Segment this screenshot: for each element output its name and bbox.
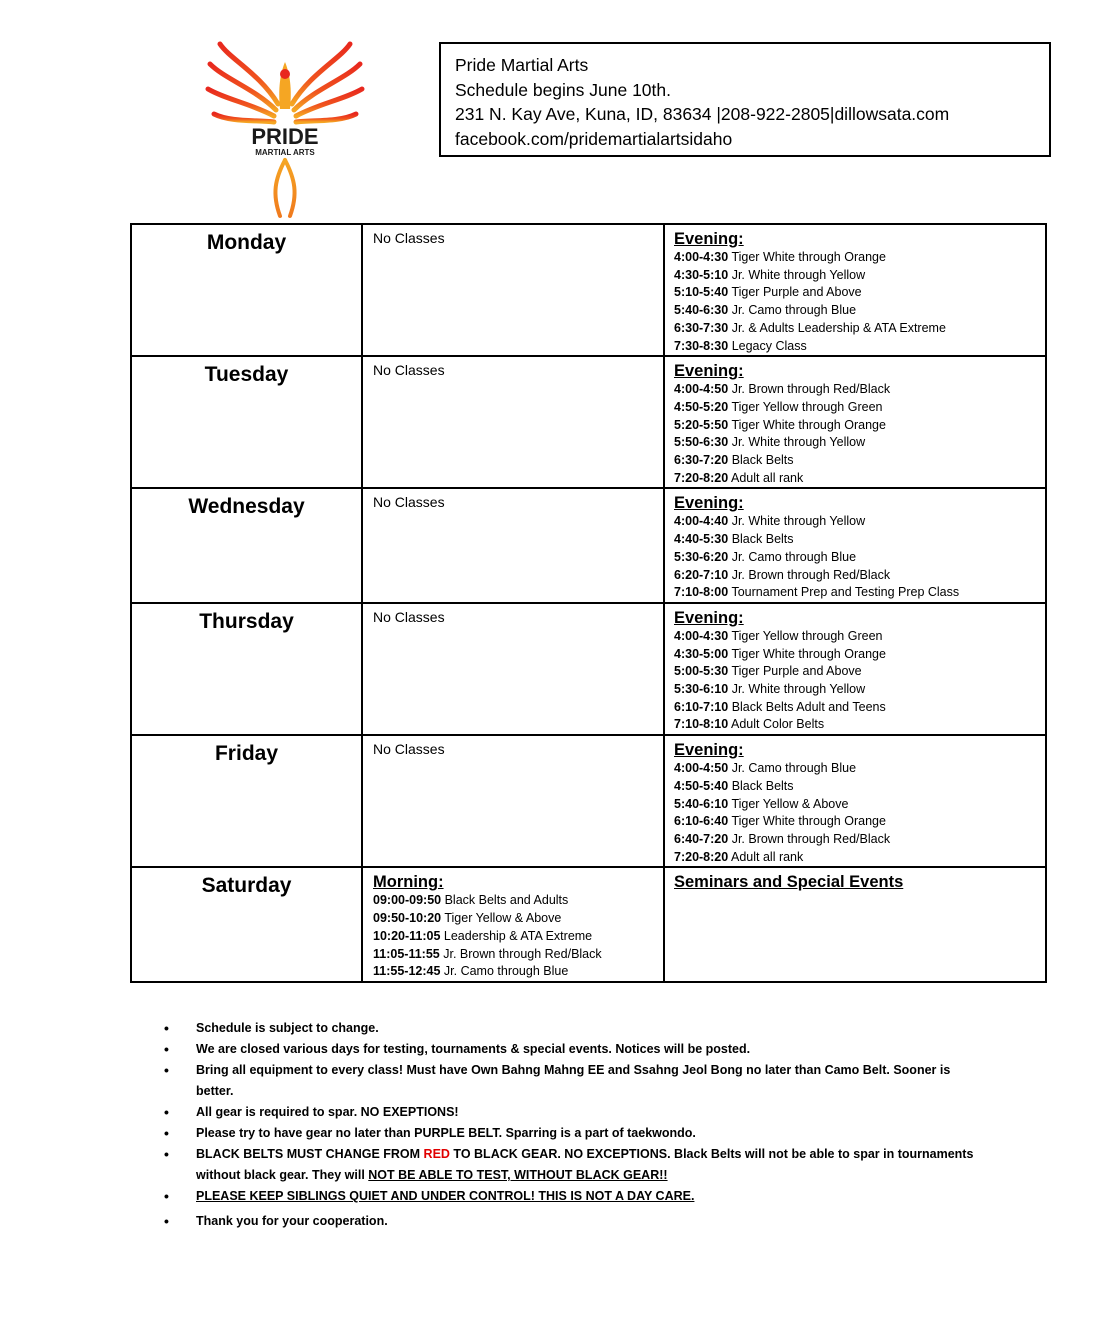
class-item: 4:00-4:30 Tiger White through Orange [674,250,886,264]
morning-cell [362,224,664,356]
phoenix-logo [200,34,370,220]
evening-heading: Evening: [674,230,744,248]
class-item: 6:40-7:20 Jr. Brown through Red/Black [674,831,891,846]
class-item: 11:05-11:55 Jr. Brown through Red/Black [373,946,602,961]
class-item: 6:30-7:30 Jr. & Adults Leadership & ATA Extreme [674,320,946,335]
note-item: • BLACK BELTS MUST CHANGE FROM RED TO BLACK GEAR. NO EXCEPTIONS. Black Belts will not be able to spar in tournaments without black gear. They will NOT BE ABLE TO TEST, WITHOUT BLACK GEAR!! [160,1144,980,1186]
evening-cell [664,224,1046,356]
class-item: 7:20-8:20 Adult all rank [674,849,804,864]
class-item: 7:20-8:20 Adult all rank [674,470,804,485]
class-item: 5:40-6:30 Jr. Camo through Blue [674,303,857,318]
note-item: • We are closed various days for testing, tournaments & special events. Notices will be posted. [160,1039,980,1060]
class-item: 5:20-5:50 Tiger White through Orange [674,417,886,432]
header-info-box [439,42,1051,157]
class-item: 6:30-7:20 Black Belts [674,453,794,468]
class-item: 09:50-10:20 Tiger Yellow & Above [373,911,562,926]
day-label: Monday [131,224,362,356]
day-label: Friday [131,735,362,867]
red-highlight: RED [423,1147,450,1161]
class-item: 7:30-8:30 Legacy Class [674,338,807,353]
logo-subtitle: MARTIAL ARTS [255,148,315,157]
morning-cell [362,356,664,488]
class-item: 10:20-11:05 Leadership & ATA Extreme [373,928,593,943]
row-monday [131,224,1046,356]
row-thursday [131,603,1046,735]
note-item: • Bring all equipment to every class! Must have Own Bahng Mahng EE and Ssahng Jeol Bong no later than Camo Belt. Sooner is better. [160,1060,980,1102]
class-item: 5:00-5:30 Tiger Purple and Above [674,664,862,679]
class-item: 4:00-4:50 Jr. Brown through Red/Black [674,382,891,397]
class-item: 5:40-6:10 Tiger Yellow & Above [674,796,849,811]
note-item: • PLEASE KEEP SIBLINGS QUIET AND UNDER CONTROL! THIS IS NOT A DAY CARE. [160,1186,980,1207]
morning-cell [362,603,664,735]
no-classes-text: No Classes [373,608,445,625]
no-classes-text: No Classes [373,494,445,511]
class-item: 7:10-8:10 Adult Color Belts [674,717,825,732]
evening-cell [664,603,1046,735]
evening-cell [664,735,1046,867]
class-item: 4:50-5:40 Black Belts [674,778,794,793]
evening-cell [664,488,1046,603]
class-item: 7:10-8:00 Tournament Prep and Testing Prep Class [674,585,960,600]
no-classes-text: No Classes [373,230,445,246]
notes-list [160,1018,980,1232]
schedule-start: Schedule begins June 10th. [455,79,671,100]
evening-heading: Evening: [674,608,744,627]
seminars-heading: Seminars and Special Events [674,873,904,892]
class-item: 09:00-09:50 Black Belts and Adults [373,893,569,908]
evening-cell [664,867,1046,982]
school-name: Pride Martial Arts [455,55,589,75]
note-item: • All gear is required to spar. NO EXEPTIONS! [160,1102,980,1123]
class-item: 11:55-12:45 Jr. Camo through Blue [373,964,569,979]
evening-heading: Evening: [674,494,744,513]
class-item: 4:30-5:00 Tiger White through Orange [674,646,886,661]
morning-heading: Morning: [373,873,444,892]
class-item: 4:00-4:30 Tiger Yellow through Green [674,628,883,643]
class-item: 4:00-4:50 Jr. Camo through Blue [674,761,857,776]
morning-cell [362,867,664,982]
address-line: 231 N. Kay Ave, Kuna, ID, 83634 |208-922-2805|dillowsata.com [455,104,950,124]
class-item: 5:30-6:10 Jr. White through Yellow [674,682,866,697]
class-item: 5:10-5:40 Tiger Purple and Above [674,285,862,300]
day-label: Wednesday [131,488,362,603]
evening-cell [664,356,1046,488]
class-item: 4:40-5:30 Black Belts [674,532,794,547]
note-item: • Please try to have gear no later than PURPLE BELT. Sparring is a part of taekwondo. [160,1123,980,1144]
logo-name: PRIDE [251,124,319,149]
day-label: Thursday [131,603,362,735]
class-item: 4:30-5:10 Jr. White through Yellow [674,267,866,282]
schedule-table [130,223,1047,983]
no-classes-text: No Classes [373,741,445,758]
row-friday [131,735,1046,867]
class-item: 4:00-4:40 Jr. White through Yellow [674,514,866,529]
morning-cell [362,488,664,603]
note-item: • Thank you for your cooperation. [160,1211,980,1232]
class-item: 6:10-7:10 Black Belts Adult and Teens [674,699,886,714]
class-item: 6:20-7:10 Jr. Brown through Red/Black [674,567,891,582]
day-label: Saturday [131,867,362,982]
row-saturday [131,867,1046,982]
class-item: 5:30-6:20 Jr. Camo through Blue [674,549,857,564]
class-item: 5:50-6:30 Jr. White through Yellow [674,435,866,450]
evening-heading: Evening: [674,362,744,381]
row-wednesday [131,488,1046,603]
note-item: • Schedule is subject to change. [160,1018,980,1039]
evening-heading: Evening: [674,741,744,760]
row-tuesday [131,356,1046,488]
day-label: Tuesday [131,356,362,488]
class-item: 4:50-5:20 Tiger Yellow through Green [674,399,883,414]
morning-cell [362,735,664,867]
no-classes-text: No Classes [373,362,445,379]
class-item: 6:10-6:40 Tiger White through Orange [674,814,886,829]
test-warning: NOT BE ABLE TO TEST, WITHOUT BLACK GEAR!! [368,1168,668,1182]
facebook-link[interactable]: facebook.com/pridemartialartsidaho [455,128,733,149]
